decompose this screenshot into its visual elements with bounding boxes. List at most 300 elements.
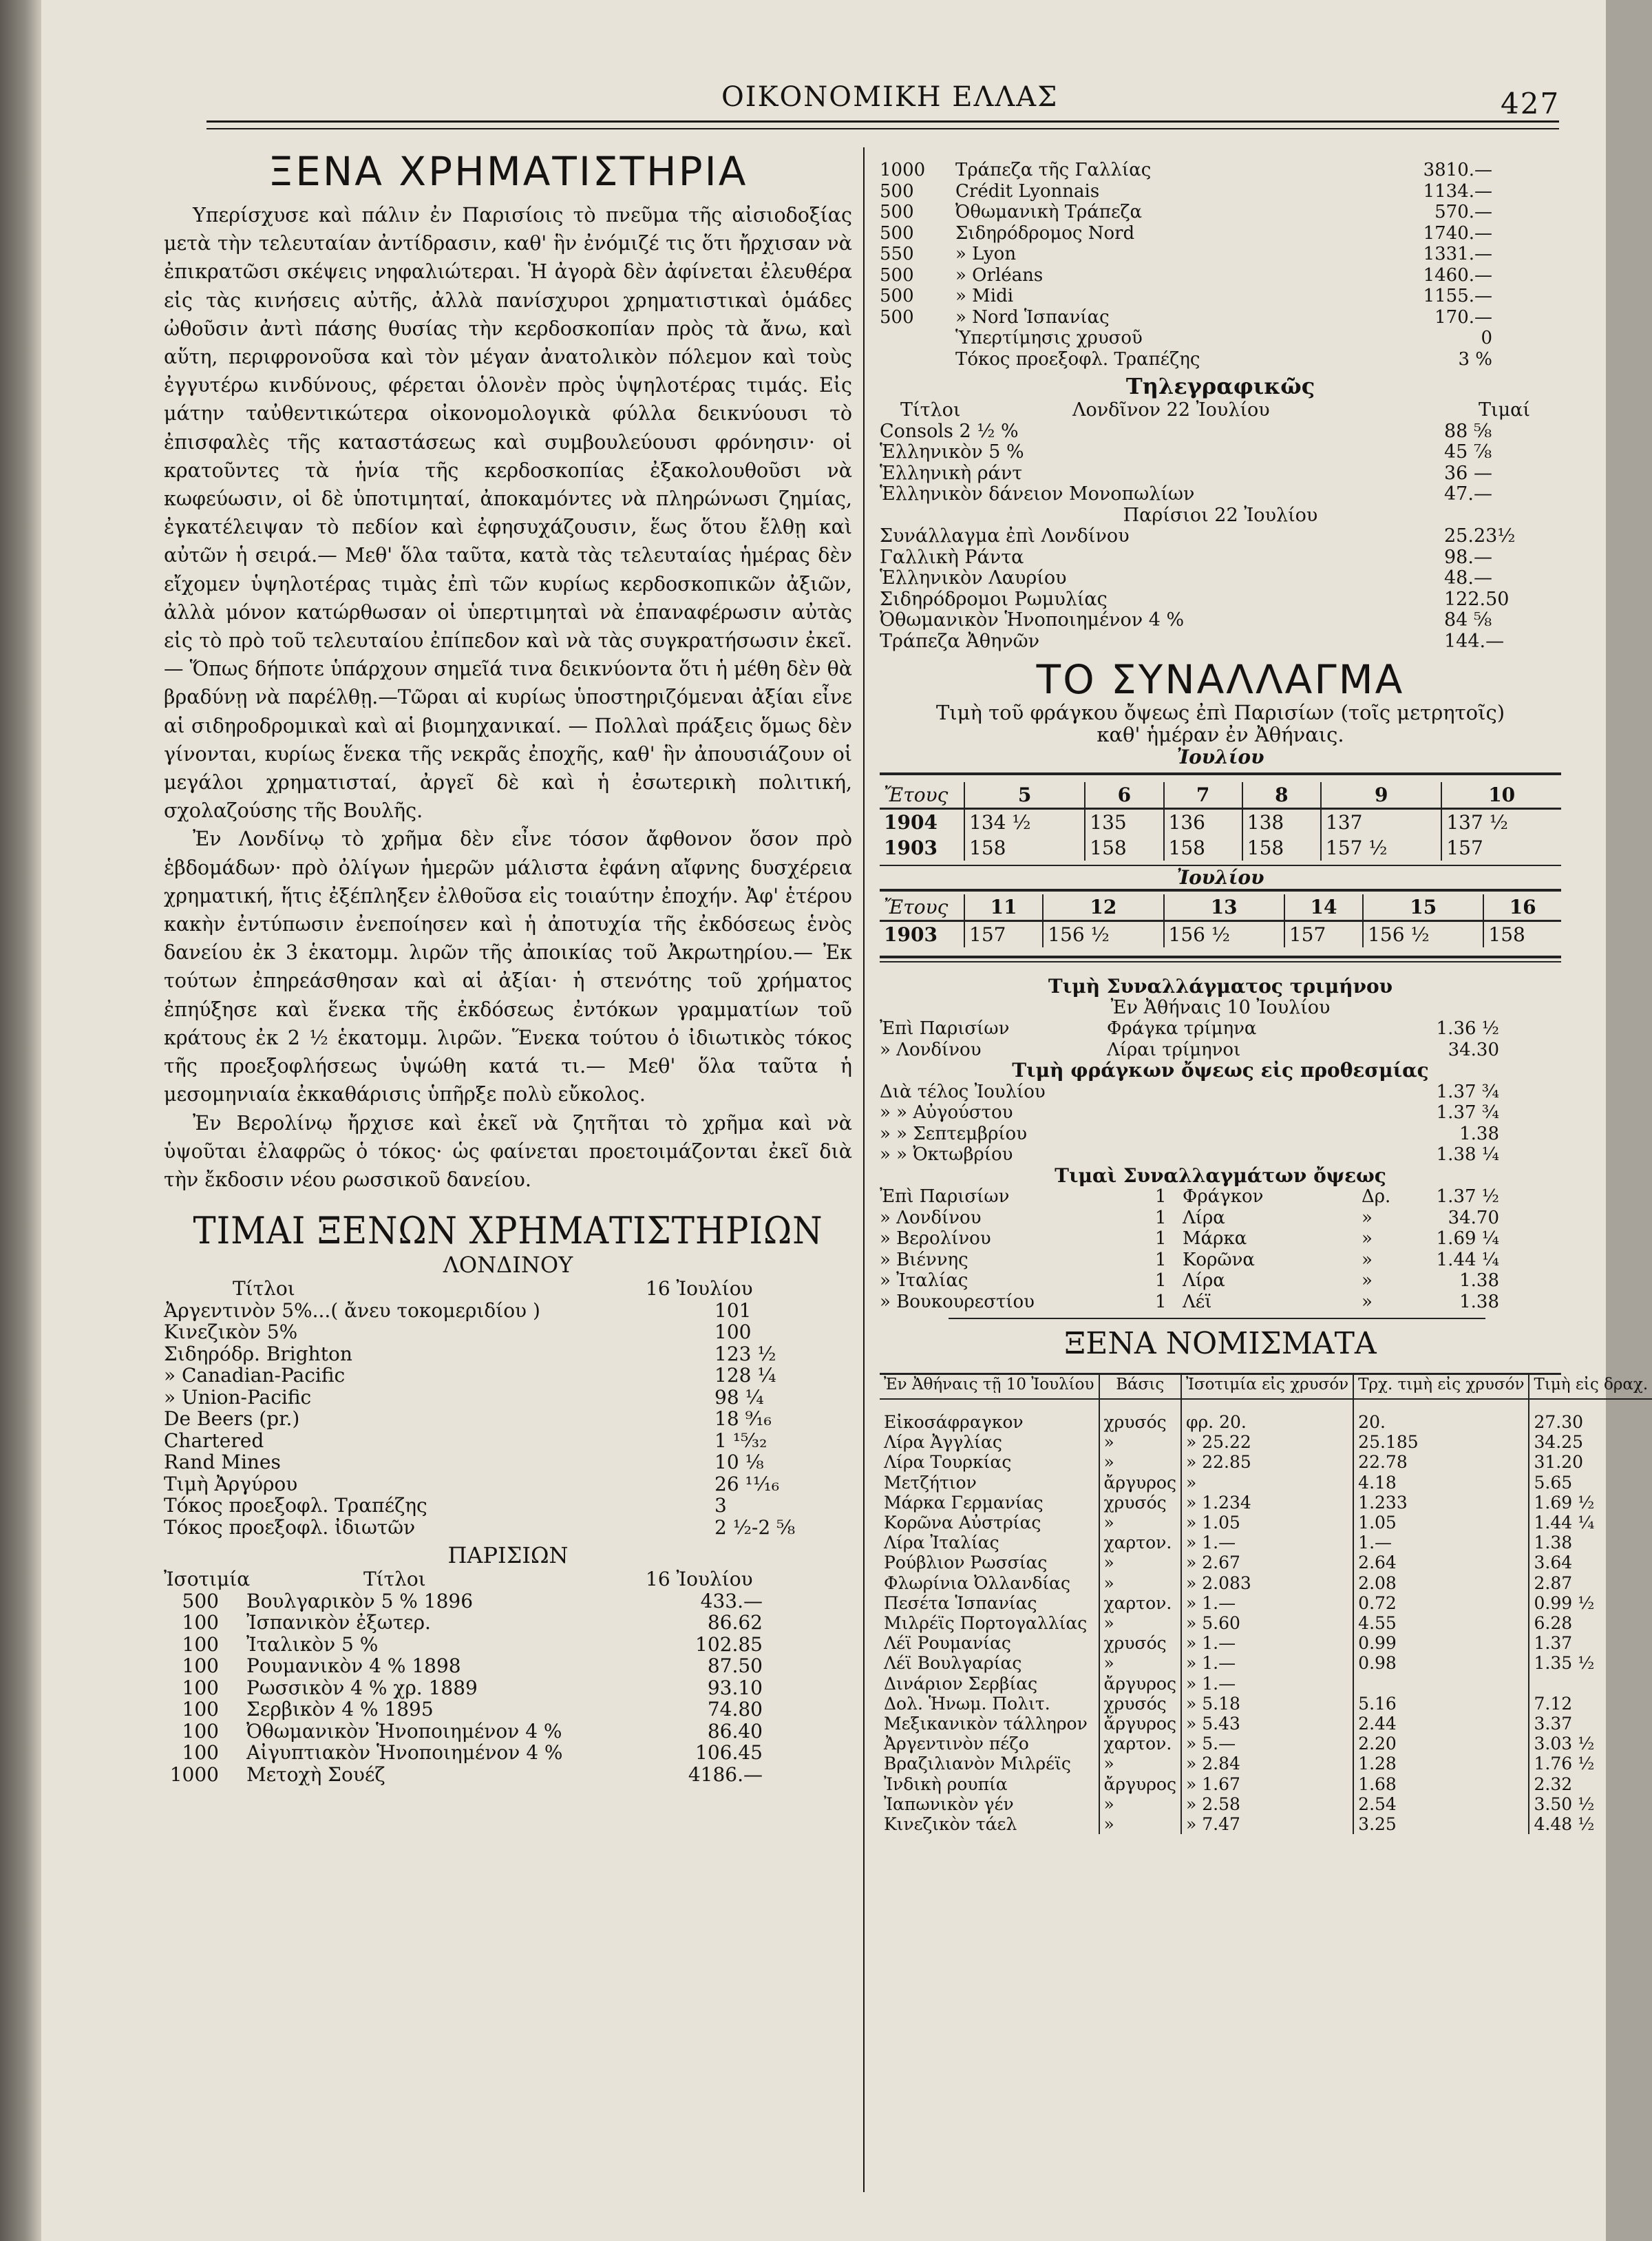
paris-cont-price: 1740.— xyxy=(1423,222,1492,244)
forward-term: » » Ὀκτωβρίου xyxy=(880,1144,1013,1165)
exchange2-day-header: 15 xyxy=(1363,894,1483,921)
coin-drachma-price: 3.50 ½ xyxy=(1534,1793,1595,1814)
london-col-titles: Τίτλοι xyxy=(233,1277,295,1301)
right-column xyxy=(880,160,1649,1835)
exchange1-day-header: 5 xyxy=(964,782,1085,809)
paris-table xyxy=(164,1568,852,1785)
coins-row xyxy=(880,1774,1652,1794)
exchange-table-1 xyxy=(880,782,1561,861)
exchange1-rate: 136 xyxy=(1164,809,1242,836)
coin-basis: χαρτον. xyxy=(1099,1734,1181,1754)
paris-cont-par: 550 xyxy=(880,244,914,264)
coin-gold-price: 4.55 xyxy=(1353,1613,1529,1633)
sight-currency: » xyxy=(1362,1207,1373,1228)
paris-cont-price: 570.— xyxy=(1434,202,1492,222)
london-security: Σιδηρόδρ. Brighton xyxy=(164,1342,352,1365)
exchange2-rate: 157 xyxy=(1284,921,1363,948)
exchange2-rate: 156 ½ xyxy=(1043,921,1163,948)
sight-place: » Βιέννης xyxy=(880,1249,968,1270)
telegraph-paris-row-label: Συνάλλαγμα ἐπὶ Λονδίνου xyxy=(880,525,1130,547)
paris-cont-price: 3 % xyxy=(1458,348,1492,370)
paris-security: Αἰγυπτιακὸν Ἡνοποιημένον 4 % xyxy=(246,1741,563,1765)
coins-col-header: Ἐν Ἀθήναις τῇ 10 Ἰουλίου xyxy=(880,1375,1099,1399)
coin-basis: » xyxy=(1099,1573,1181,1593)
london-row xyxy=(164,1365,852,1387)
coin-name: Δινάριον Σερβίας xyxy=(880,1674,1099,1694)
paris-cont-par xyxy=(880,349,928,370)
paris-security: Ὀθωμανικὸν Ἡνοποιημένον 4 % xyxy=(246,1719,562,1743)
sight-currency: » xyxy=(1362,1249,1373,1270)
telegraph-london-row xyxy=(880,484,1561,505)
column-divider xyxy=(863,147,865,2192)
telegraph-london-row xyxy=(880,421,1561,443)
exchange1-rate: 157 xyxy=(1446,837,1483,859)
coins-row xyxy=(880,1553,1652,1572)
coin-drachma-price: 3.37 xyxy=(1534,1714,1573,1734)
coin-parity: » 7.47 xyxy=(1181,1814,1353,1834)
coin-basis: χρυσός xyxy=(1099,1493,1181,1513)
coin-parity: » 1.67 xyxy=(1181,1774,1353,1794)
coin-parity: » 1.234 xyxy=(1181,1493,1353,1513)
coin-basis: χρυσός xyxy=(1099,1412,1181,1432)
telegraph-paris-heading: Παρίσιοι 22 Ἰουλίου xyxy=(1123,504,1318,526)
coin-name: Φλωρίνια Ὀλλανδίας xyxy=(880,1573,1099,1593)
coins-spacer xyxy=(1181,1399,1353,1412)
paris-cont-price: 1331.— xyxy=(1423,244,1492,264)
paris-cont-par: 500 xyxy=(880,264,914,286)
exchange1-rate: 158 xyxy=(1164,835,1242,861)
sight-rate: 34.70 xyxy=(1448,1207,1499,1228)
coin-name: Μάρκα Γερμανίας xyxy=(880,1493,1099,1513)
sight-row xyxy=(880,1228,1561,1250)
london-price: 2 ½-2 ⅝ xyxy=(714,1515,796,1539)
paris-cont-security: » Nord Ἱσπανίας xyxy=(955,306,1110,328)
exchange2-day-header: 13 xyxy=(1164,894,1284,921)
paris-row xyxy=(164,1764,852,1786)
paris-cont-row xyxy=(880,181,1561,202)
coin-gold-price: 1.68 xyxy=(1353,1774,1529,1794)
journal-header: ΟΙΚΟΝΟΜΙΚΗ ΕΛΛΑΣ xyxy=(721,81,1059,113)
london-security: Τόκος προεξοφλ. ἰδιωτῶν xyxy=(164,1515,416,1539)
page-number: 427 xyxy=(1501,87,1560,120)
coin-basis: ἄργυρος xyxy=(1099,1473,1181,1493)
left-column xyxy=(164,147,852,1785)
telegraph-london-row-value: 88 ⅝ xyxy=(1444,420,1492,442)
paris-cont-row xyxy=(880,244,1561,265)
paris-header-row xyxy=(164,1568,852,1590)
coin-parity: » 25.22 xyxy=(1181,1432,1353,1452)
forward-rows xyxy=(880,1082,1561,1166)
forward-row xyxy=(880,1102,1561,1124)
paris-row xyxy=(164,1612,852,1634)
forward-term: » » Σεπτεμβρίου xyxy=(880,1123,1028,1144)
sight-rate: 1.38 xyxy=(1459,1291,1499,1312)
sight-row xyxy=(880,1292,1561,1313)
london-security: Τιμὴ Ἀργύρου xyxy=(164,1472,298,1495)
paris-cont-price: 170.— xyxy=(1434,306,1492,328)
exchange1-year: 1903 xyxy=(880,835,964,861)
coin-gold-price: 22.78 xyxy=(1353,1452,1529,1472)
exchange2-rate: 156 ½ xyxy=(1363,921,1483,948)
sight-unit: Μάρκα xyxy=(1183,1228,1247,1249)
telegraph-london-row xyxy=(880,463,1561,485)
coins-row xyxy=(880,1794,1652,1814)
sight-title: Τιμαὶ Συναλλαγμάτων ὄψεως xyxy=(1055,1164,1386,1187)
quarterly-row xyxy=(880,1018,1561,1040)
coin-gold-price: 0.99 xyxy=(1353,1633,1529,1653)
exchange1-year-header: Ἔτους xyxy=(880,782,964,809)
exchange1-rate: 138 xyxy=(1242,809,1321,836)
coins-spacer xyxy=(1099,1399,1181,1412)
telegraph-paris-row-value: 144.— xyxy=(1444,630,1505,652)
coin-name: Λίρα Ἰταλίας xyxy=(880,1533,1099,1553)
paris-row xyxy=(164,1590,852,1612)
paris-cont-par: 500 xyxy=(880,202,914,222)
coin-basis: χαρτον. xyxy=(1099,1533,1181,1553)
exchange2-header-row xyxy=(880,894,1561,921)
sight-qty: 1 xyxy=(1155,1228,1167,1249)
paris-cont-row xyxy=(880,328,1561,349)
coin-gold-price xyxy=(1353,1674,1529,1694)
london-price: 10 ⅛ xyxy=(714,1451,764,1474)
coin-name: Μεξικανικὸν τάλληρον xyxy=(880,1714,1099,1734)
coins-row xyxy=(880,1432,1652,1452)
quarterly-place: Ἐπὶ Παρισίων xyxy=(880,1018,1010,1039)
paragraph-paris: Υπερίσχυσε καὶ πάλιν ἐν Παρισίοις τὸ πνεῦμα τῆς αἰσιοδοξίας μετὰ τὴν τελευταίαν ἀντίδρασιν, καθ' ἣν ἐνόμιζέ τις ὅτι ἤρχισαν νὰ ἐπικρατῶσι σκέψεις νηφαλιώτεραι. Ἡ ἀγορὰ δὲν ἀφίνεται ἐλευθέρα εἰς τὰς κινήσεις αὐτῆς, ἀλλὰ πανίσχυροι χρηματιστικαὶ ὁμάδες ὠθοῦσιν ἀντὶ πάσης θυσίας τὴν κερδοσκοπίαν πρὸς τὰ ἄνω, καὶ αὕτη, περιφρονοῦσα καὶ τὸν μέγαν ἀνατολικὸν πόλεμον καὶ τοὺς ἐγγυτέρω κινδύνους, φέρεται ὁλονὲν πρὸς ὑψηλοτέρας τιμάς. Εἰς μάτην ταὐθεντικώτερα οἰκονομολογικὰ φύλλα δεικνύουσι τὸ ἐπισφαλὲς τῆς καταστάσεως καὶ συμβουλεύουσι φρόνησιν· οἱ κρατοῦντες τὰ ἡνία τῆς κερδοσκοπίας ἐξακολουθοῦσι νὰ κωφεύωσιν, οἱ δὲ ὑποτιμηταί, ἀποκαμόντες νὰ πληρώνωσι ζημίας, ἐγκατέλειψαν τὸ πεδίον καὶ ἐφησυχάζουσιν, ἕως ὅτου ἔλθῃ καὶ αὐτῶν ἡ σειρά.— Μεθ' ὅλα ταῦτα, κατὰ τὰς τελευταίας ἡμέρας δὲν εἴχομεν ὑψηλοτέρας τιμὰς ἐπὶ τῶν κυρίως κερδοσκοπικῶν ἀξιῶν, ἀλλὰ μόνον κατώρθωσαν οἱ ὑπερτιμηταὶ νὰ ἐπαναφέρωσιν αὐτὰς εἰς τὸ πρὸ τοῦ τελευταίου ἐπίπεδον καὶ νὰ τὰς συγκρατήσωσιν ἐκεῖ. — Ὅπως δήποτε ὑπάρχουν σημεῖά τινα δεικνύοντα ὅτι ἡ μέθη δὲν θὰ βραδύνῃ νὰ παρέλθῃ.—Τῶραι αἱ κυρίως ὑποστηριζόμεναι ἀξίαι εἶνε αἱ σιδηροδρομικαὶ καὶ αἱ βιομηχανικαί. — Πολλαὶ πράξεις ὅμως δὲν γίνονται, κυρίως ἕνεκα τῆς νεκρᾶς ἐποχῆς, καθ' ἣν ἀπουσιάζουν οἱ μεγάλοι χρηματισταί, ἀργεῖ δὲ καὶ ἡ ἐσωτερικὴ πολιτική, σχολαζούσης τῆς Βουλῆς. xyxy=(164,204,852,823)
telegraph-london-row-label: Ἑλληνικὸν 5 % xyxy=(880,441,1024,463)
london-row xyxy=(164,1473,852,1495)
coin-drachma-price: 5.65 xyxy=(1534,1472,1573,1493)
coin-gold-price: 2.08 xyxy=(1353,1573,1529,1593)
quarterly-title: Τιμὴ Συναλλάγματος τριμήνου xyxy=(1048,975,1393,998)
coin-parity: » 5.60 xyxy=(1181,1613,1353,1633)
paris-security: Ἰταλικὸν 5 % xyxy=(246,1632,379,1656)
coins-row xyxy=(880,1593,1652,1613)
paris-price: 87.50 xyxy=(707,1654,763,1678)
telegraph-paris-row xyxy=(880,589,1561,611)
paris-price: 86.62 xyxy=(707,1611,763,1634)
paris-price: 433.— xyxy=(700,1589,763,1612)
london-row xyxy=(164,1321,852,1343)
forward-title: Τιμὴ φράγκων ὄψεως εἰς προθεσμίας xyxy=(1012,1059,1429,1082)
sight-rate: 1.38 xyxy=(1459,1270,1499,1291)
exchange-month-2: Ἰουλίου xyxy=(1176,866,1264,889)
london-row xyxy=(164,1387,852,1409)
coin-name: Ἰνδικὴ ρουπία xyxy=(880,1774,1099,1794)
coins-col-header: Ἰσοτιμία εἰς χρυσόν xyxy=(1181,1375,1353,1399)
paris-cont-par: 1000 xyxy=(880,160,926,180)
coin-drachma-price: 34.25 xyxy=(1534,1432,1584,1453)
london-price: 98 ¼ xyxy=(714,1385,764,1409)
telegraph-london-header xyxy=(880,400,1561,421)
paris-cont-security: » Midi xyxy=(955,286,1014,306)
paris-security: Σερβικὸν 4 % 1895 xyxy=(246,1698,434,1721)
market-report xyxy=(164,201,852,1194)
london-security: De Beers (pr.) xyxy=(164,1407,300,1431)
coin-name: Ἰαπωνικὸν γέν xyxy=(880,1794,1099,1814)
coin-name: Βραζιλιανὸν Μιλρέϊς xyxy=(880,1754,1099,1774)
coins-row xyxy=(880,1573,1652,1593)
coin-drachma-price: 7.12 xyxy=(1534,1693,1573,1714)
coin-drachma-price: 3.03 ½ xyxy=(1534,1734,1595,1754)
coin-parity: » 2.67 xyxy=(1181,1553,1353,1572)
forward-rate: 1.38 ¼ xyxy=(1436,1144,1499,1165)
telegraph-paris-row-value: 84 ⅝ xyxy=(1444,609,1492,631)
telegraph-paris-row-value: 122.50 xyxy=(1444,588,1510,610)
paris-par: 1000 xyxy=(169,1763,219,1786)
telegraph-paris-row xyxy=(880,547,1561,569)
sight-place: » Ἰταλίας xyxy=(880,1270,968,1291)
paris-rows xyxy=(164,1590,852,1786)
london-security: Rand Mines xyxy=(164,1451,281,1474)
coin-basis: » xyxy=(1099,1432,1181,1452)
exchange1-day-header: 8 xyxy=(1242,782,1321,809)
sight-row xyxy=(880,1270,1561,1292)
paris-security: Μετοχὴ Σουέζ xyxy=(246,1763,385,1786)
coins-row xyxy=(880,1714,1652,1734)
london-row xyxy=(164,1451,852,1473)
paris-cont-row xyxy=(880,286,1561,307)
telegraph-paris-row xyxy=(880,631,1561,653)
coin-drachma-price: 2.32 xyxy=(1534,1774,1573,1794)
coin-gold-price: 2.54 xyxy=(1353,1794,1529,1814)
telegraph-paris-row xyxy=(880,610,1561,631)
quarterly-unit: Λίραι τρίμηνοι xyxy=(1107,1039,1241,1060)
coins-row xyxy=(880,1734,1652,1754)
paris-par: 100 xyxy=(182,1611,219,1634)
telegraph-london-row-value: 36 — xyxy=(1444,462,1492,484)
coin-parity: » 1.05 xyxy=(1181,1513,1353,1533)
exchange2-rate: 158 xyxy=(1488,923,1525,946)
coin-name: Μετζήτιον xyxy=(880,1473,1099,1493)
coin-name: Λίρα Τουρκίας xyxy=(880,1452,1099,1472)
forward-term: » » Αὐγούστου xyxy=(880,1102,1013,1123)
coin-parity: » 5.43 xyxy=(1181,1714,1353,1734)
sight-place: Ἐπὶ Παρισίων xyxy=(880,1186,1010,1207)
header-rule xyxy=(206,120,1559,123)
coins-row xyxy=(880,1493,1652,1513)
coins-spacer xyxy=(880,1399,1099,1412)
coin-gold-price: 2.64 xyxy=(1353,1553,1529,1572)
coins-spacer-row xyxy=(880,1399,1652,1412)
coins-row xyxy=(880,1613,1652,1633)
paris-col-par: Ἰσοτιμία xyxy=(164,1568,251,1591)
coin-name: Κορῶνα Αὐστρίας xyxy=(880,1513,1099,1533)
book-gutter xyxy=(0,0,41,2241)
telegraph-london xyxy=(880,400,1561,652)
coin-basis: » xyxy=(1099,1653,1181,1673)
coin-parity: » 1.— xyxy=(1181,1633,1353,1653)
london-row xyxy=(164,1343,852,1365)
paris-heading: ΠΑΡΙΣΙΩΝ xyxy=(447,1542,569,1569)
london-rows xyxy=(164,1300,852,1539)
coin-gold-price: 0.98 xyxy=(1353,1653,1529,1673)
coin-parity: » 2.083 xyxy=(1181,1573,1353,1593)
paris-cont-par: 500 xyxy=(880,286,914,306)
sight-rate: 1.37 ½ xyxy=(1436,1186,1499,1207)
exchange1-day-header: 6 xyxy=(1085,782,1163,809)
paris-cont-price: 3810.— xyxy=(1423,160,1492,180)
paris-cont-row xyxy=(880,307,1561,328)
telegraph-title: Τηλεγραφικῶς xyxy=(1125,373,1315,399)
paris-cont-row xyxy=(880,349,1561,370)
london-header-row xyxy=(164,1278,852,1300)
coin-parity: » xyxy=(1181,1473,1353,1493)
london-price: 100 xyxy=(714,1321,752,1344)
exchange1-rate: 158 xyxy=(964,835,1085,861)
exchange1-rate: 137 xyxy=(1321,809,1441,836)
paris-cont-row xyxy=(880,202,1561,223)
exchange2-rate: 157 xyxy=(964,921,1043,948)
coin-gold-price: 2.44 xyxy=(1353,1714,1529,1734)
coin-basis: » xyxy=(1099,1613,1181,1633)
quarterly-rate: 1.36 ½ xyxy=(1436,1018,1499,1039)
exchange1-rate: 135 xyxy=(1085,809,1163,836)
forward-term: Διὰ τέλος Ἰουλίου xyxy=(880,1081,1046,1102)
exchange1-day-header: 10 xyxy=(1441,782,1561,809)
sight-rate: 1.44 ¼ xyxy=(1436,1249,1499,1270)
coin-parity: » 5.18 xyxy=(1181,1694,1353,1714)
telegraph-col-price: Τιμαί xyxy=(1479,399,1530,421)
london-security: Τόκος προεξοφλ. Τραπέζης xyxy=(164,1494,427,1517)
london-table xyxy=(164,1278,852,1538)
sight-unit: Φράγκον xyxy=(1183,1186,1264,1207)
coins-row xyxy=(880,1694,1652,1714)
sight-qty: 1 xyxy=(1155,1186,1167,1207)
exchange1-day-header: 7 xyxy=(1164,782,1242,809)
telegraph-paris-row-label: Ὀθωμανικὸν Ἡνοποιημένον 4 % xyxy=(880,609,1185,631)
paris-par: 100 xyxy=(182,1632,219,1656)
exchange-subtitle-2: καθ' ἡμέραν ἐν Ἀθήναις. xyxy=(1097,723,1344,746)
paris-col-titles: Τίτλοι xyxy=(363,1568,426,1591)
paris-cont-par: 500 xyxy=(880,306,914,328)
coin-parity: » 22.85 xyxy=(1181,1452,1353,1472)
paris-par: 100 xyxy=(182,1654,219,1678)
coin-parity: » 5.— xyxy=(1181,1734,1353,1754)
london-row xyxy=(164,1408,852,1430)
coins-row xyxy=(880,1674,1652,1694)
exchange2-year: 1903 xyxy=(880,921,964,948)
paris-cont-price: 0 xyxy=(1481,328,1492,348)
paris-security: Βουλγαρικὸν 5 % 1896 xyxy=(246,1589,474,1612)
forward-rate: 1.37 ¾ xyxy=(1436,1102,1499,1123)
coin-drachma-price: 2.87 xyxy=(1534,1572,1573,1593)
sight-currency: » xyxy=(1362,1270,1373,1291)
exchange2-day-header: 16 xyxy=(1483,894,1561,921)
coin-drachma-price: 31.20 xyxy=(1534,1452,1584,1473)
paris-cont-row xyxy=(880,265,1561,286)
coin-name: Εἰκοσάφραγκον xyxy=(880,1412,1099,1432)
coin-basis: χαρτον. xyxy=(1099,1593,1181,1613)
coin-parity: » 1.— xyxy=(1181,1533,1353,1553)
coin-name: Δολ. Ἡνωμ. Πολιτ. xyxy=(880,1694,1099,1714)
sight-rate: 1.69 ¼ xyxy=(1436,1228,1499,1249)
london-security: » Union-Pacific xyxy=(164,1385,312,1409)
london-col-date: 16 Ἰουλίου xyxy=(646,1277,753,1301)
coin-gold-price: 5.16 xyxy=(1353,1694,1529,1714)
exchange2-day-header: 11 xyxy=(964,894,1043,921)
telegraph-london-row-label: Consols 2 ½ % xyxy=(880,420,1019,442)
exchange-title: ΤΟ ΣΥΝΑΛΛΑΓΜΑ xyxy=(1036,656,1405,703)
coin-drachma-price: 4.48 ½ xyxy=(1534,1814,1595,1835)
coin-parity: φρ. 20. xyxy=(1181,1412,1353,1432)
paris-par: 100 xyxy=(182,1741,219,1765)
coins-row xyxy=(880,1412,1652,1432)
coin-name: Ρούβλιον Ρωσσίας xyxy=(880,1553,1099,1572)
coins-row xyxy=(880,1653,1652,1673)
quarterly-place: » Λονδίνου xyxy=(880,1039,982,1060)
coin-drachma-price xyxy=(1529,1674,1652,1694)
paris-cont-security: » Orléans xyxy=(955,264,1044,286)
coin-name: Λέϊ Βουλγαρίας xyxy=(880,1653,1099,1673)
coins-row xyxy=(880,1473,1652,1493)
telegraph-london-row-value: 47.— xyxy=(1444,483,1492,505)
sight-unit: Λίρα xyxy=(1183,1270,1225,1291)
coin-name: Ἀργεντινὸν πέζο xyxy=(880,1734,1099,1754)
exchange2-year-header: Ἔτους xyxy=(880,894,964,921)
sight-currency: » xyxy=(1362,1228,1373,1249)
coin-drachma-price: 27.30 xyxy=(1534,1412,1584,1432)
forward-rate: 1.37 ¾ xyxy=(1436,1081,1499,1102)
coins-col-header: Βάσις xyxy=(1099,1375,1181,1399)
sight-qty: 1 xyxy=(1155,1207,1167,1228)
paris-cont-par: 500 xyxy=(880,222,914,244)
london-row xyxy=(164,1517,852,1539)
coin-name: Κινεζικὸν τάελ xyxy=(880,1814,1099,1834)
coin-gold-price: 25.185 xyxy=(1353,1432,1529,1452)
coins-row xyxy=(880,1513,1652,1533)
telegraph-london-heading: Λονδῖνον 22 Ἰουλίου xyxy=(1072,399,1270,421)
coins-row xyxy=(880,1633,1652,1653)
paris-cont-row xyxy=(880,160,1561,181)
sight-unit: Κορῶνα xyxy=(1183,1249,1255,1270)
coin-drachma-price: 1.35 ½ xyxy=(1534,1653,1595,1674)
telegraph-paris-row-value: 48.— xyxy=(1444,567,1492,589)
paris-cont-security: Ὑπερτίμησις χρυσοῦ xyxy=(955,328,1143,348)
paris-price: 74.80 xyxy=(707,1698,763,1721)
coin-basis: » xyxy=(1099,1513,1181,1533)
coin-drachma-price: 0.99 ½ xyxy=(1534,1592,1595,1613)
london-price: 26 ¹¹⁄₁₆ xyxy=(714,1472,780,1495)
paris-security: Ρουμανικὸν 4 % 1898 xyxy=(246,1654,461,1678)
london-security: » Canadian-Pacific xyxy=(164,1364,346,1387)
coin-gold-price: 0.72 xyxy=(1353,1593,1529,1613)
exchange1-rate: 137 ½ xyxy=(1446,811,1508,834)
coin-gold-price: 20. xyxy=(1353,1412,1529,1432)
coins-header-row xyxy=(880,1375,1652,1399)
london-price: 123 ½ xyxy=(714,1342,776,1365)
telegraph-paris-row-label: Γαλλικὴ Ράντα xyxy=(880,546,1024,568)
sight-qty: 1 xyxy=(1155,1249,1167,1270)
london-security: Chartered xyxy=(164,1429,264,1452)
london-price: 128 ¼ xyxy=(714,1364,776,1387)
paragraph-london: Ἐν Λονδίνῳ τὸ χρῆμα δὲν εἶνε τόσον ἄφθονον ὅσον πρὸ ἑβδομάδων· πρὸ ὀλίγων ἡμερῶν μάλιστα ἐφάνη αἴφνης δυσχέρεια χρηματική, ἥτις ἐξέπληξεν ἐλθοῦσα εἰς τοιαύτην ἐποχήν. Ἀφ' ἑτέρου κακὴν ἐντύπωσιν ἐνεποίησεν καὶ ἡ ἀποτυχία τῆς ἐκδόσεως ἑνὸς δανείου ἐκ 3 ἑκατομμ. λιρῶν τῆς ἀποικίας τοῦ Ἀκρωτηρίου.— Ἐκ τούτων ἐπηρεάσθησαν καὶ αἱ ἀξίαι· ἡ στενότης τοῦ χρήματος ἐπηύξησε καὶ ἕνεκα τῆς ἐκδόσεως ἐντόκων γραμματίων τοῦ κράτους ἐκ 2 ½ ἑκατομμ. λιρῶν. Ἕνεκα τούτου ὁ ἰδιωτικὸς τόκος τῆς προεξοφλήσεως ὑψώθη κατά τι.— Μεθ' ὅλα ταῦτα ἡ μεσομηνιαία ἐκκαθάρισις ὑπῆρξε πολὺ εὔκολος. xyxy=(164,828,852,1106)
quarterly-row xyxy=(880,1040,1561,1061)
exchange2-rate: 156 ½ xyxy=(1164,921,1284,948)
exchange1-row xyxy=(880,835,1561,861)
paris-row xyxy=(164,1742,852,1764)
coins-row xyxy=(880,1814,1652,1834)
exchange1-year: 1904 xyxy=(880,809,964,836)
paris-cont-security: Σιδηρόδρομος Nord xyxy=(955,222,1135,244)
paris-row xyxy=(164,1677,852,1699)
paris-row xyxy=(164,1634,852,1656)
coin-basis: ἄργυρος xyxy=(1099,1774,1181,1794)
coin-basis: » xyxy=(1099,1814,1181,1834)
exchange1-rate: 158 xyxy=(1242,835,1321,861)
coin-basis: » xyxy=(1099,1794,1181,1814)
coin-basis: » xyxy=(1099,1452,1181,1472)
